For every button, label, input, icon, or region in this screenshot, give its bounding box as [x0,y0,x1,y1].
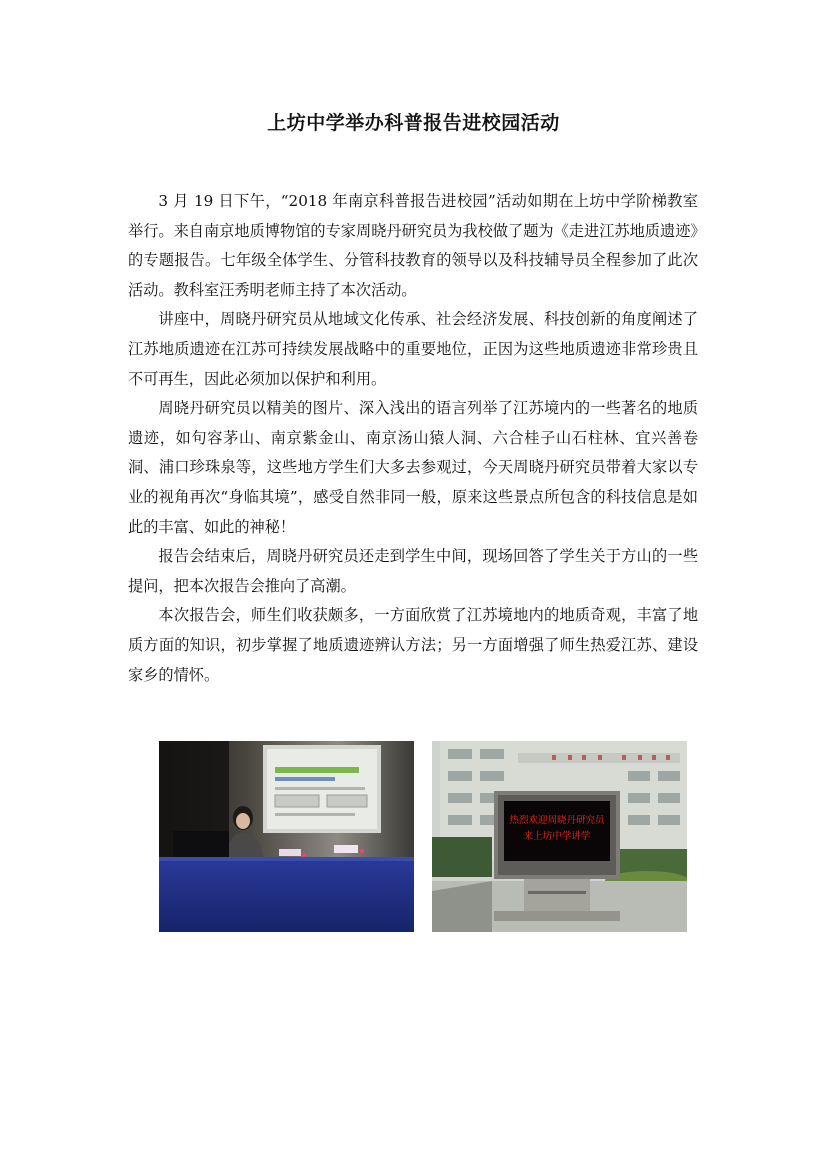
sign-text-line-2: 来上坊中学讲学 [523,831,591,842]
document-body [128,187,698,690]
welcome-sign-photo [432,741,687,932]
paragraph: 周晓丹研究员以精美的图片、深入浅出的语言列举了江苏境内的一些著名的地质遗迹，如句容茅山、南京紫金山、南京汤山猿人洞、六合桂子山石柱林、宜兴善卷洞、浦口珍珠泉等，这些地方学生们大多去参观过，今天周晓丹研究员带着大家以专业的视角再次“身临其境”，感受自然非同一般，原来这些景点所包含的科技信息是如此的丰富、如此的神秘！ [128,399,698,536]
lecture-photo [159,741,414,932]
paragraph: 报告会结束后，周晓丹研究员还走到学生中间，现场回答了学生关于方山的一些提问，把本次报告会推向了高潮。 [128,547,698,595]
paragraph: 3 月 19 日下午，“2018 年南京科普报告进校园”活动如期在上坊中学阶梯教室举行。来自南京地质博物馆的专家周晓丹研究员为我校做了题为《走进江苏地质遗迹》的专题报告。七年级全体学生、分管科技教育的领导以及科技辅导员全程参加了此次活动。教科室汪秀明老师主持了本次活动。 [128,192,698,299]
paragraph: 本次报告会，师生们收获颇多，一方面欣赏了江苏境地内的地质奇观，丰富了地质方面的知识，初步掌握了地质遗迹辨认方法；另一方面增强了师生热爱江苏、建设家乡的情怀。 [128,606,698,684]
sign-text-line-1: 热烈欢迎周晓丹研究员 [509,815,605,826]
paragraph: 讲座中，周晓丹研究员从地域文化传承、社会经济发展、科技创新的角度阐述了江苏地质遗迹在江苏可持续发展战略中的重要地位，正因为这些地质遗迹非常珍贵且不可再生，因此必须加以保护和利用。 [128,310,698,388]
document-title: 上坊中学举办科普报告进校园活动 [267,112,560,134]
